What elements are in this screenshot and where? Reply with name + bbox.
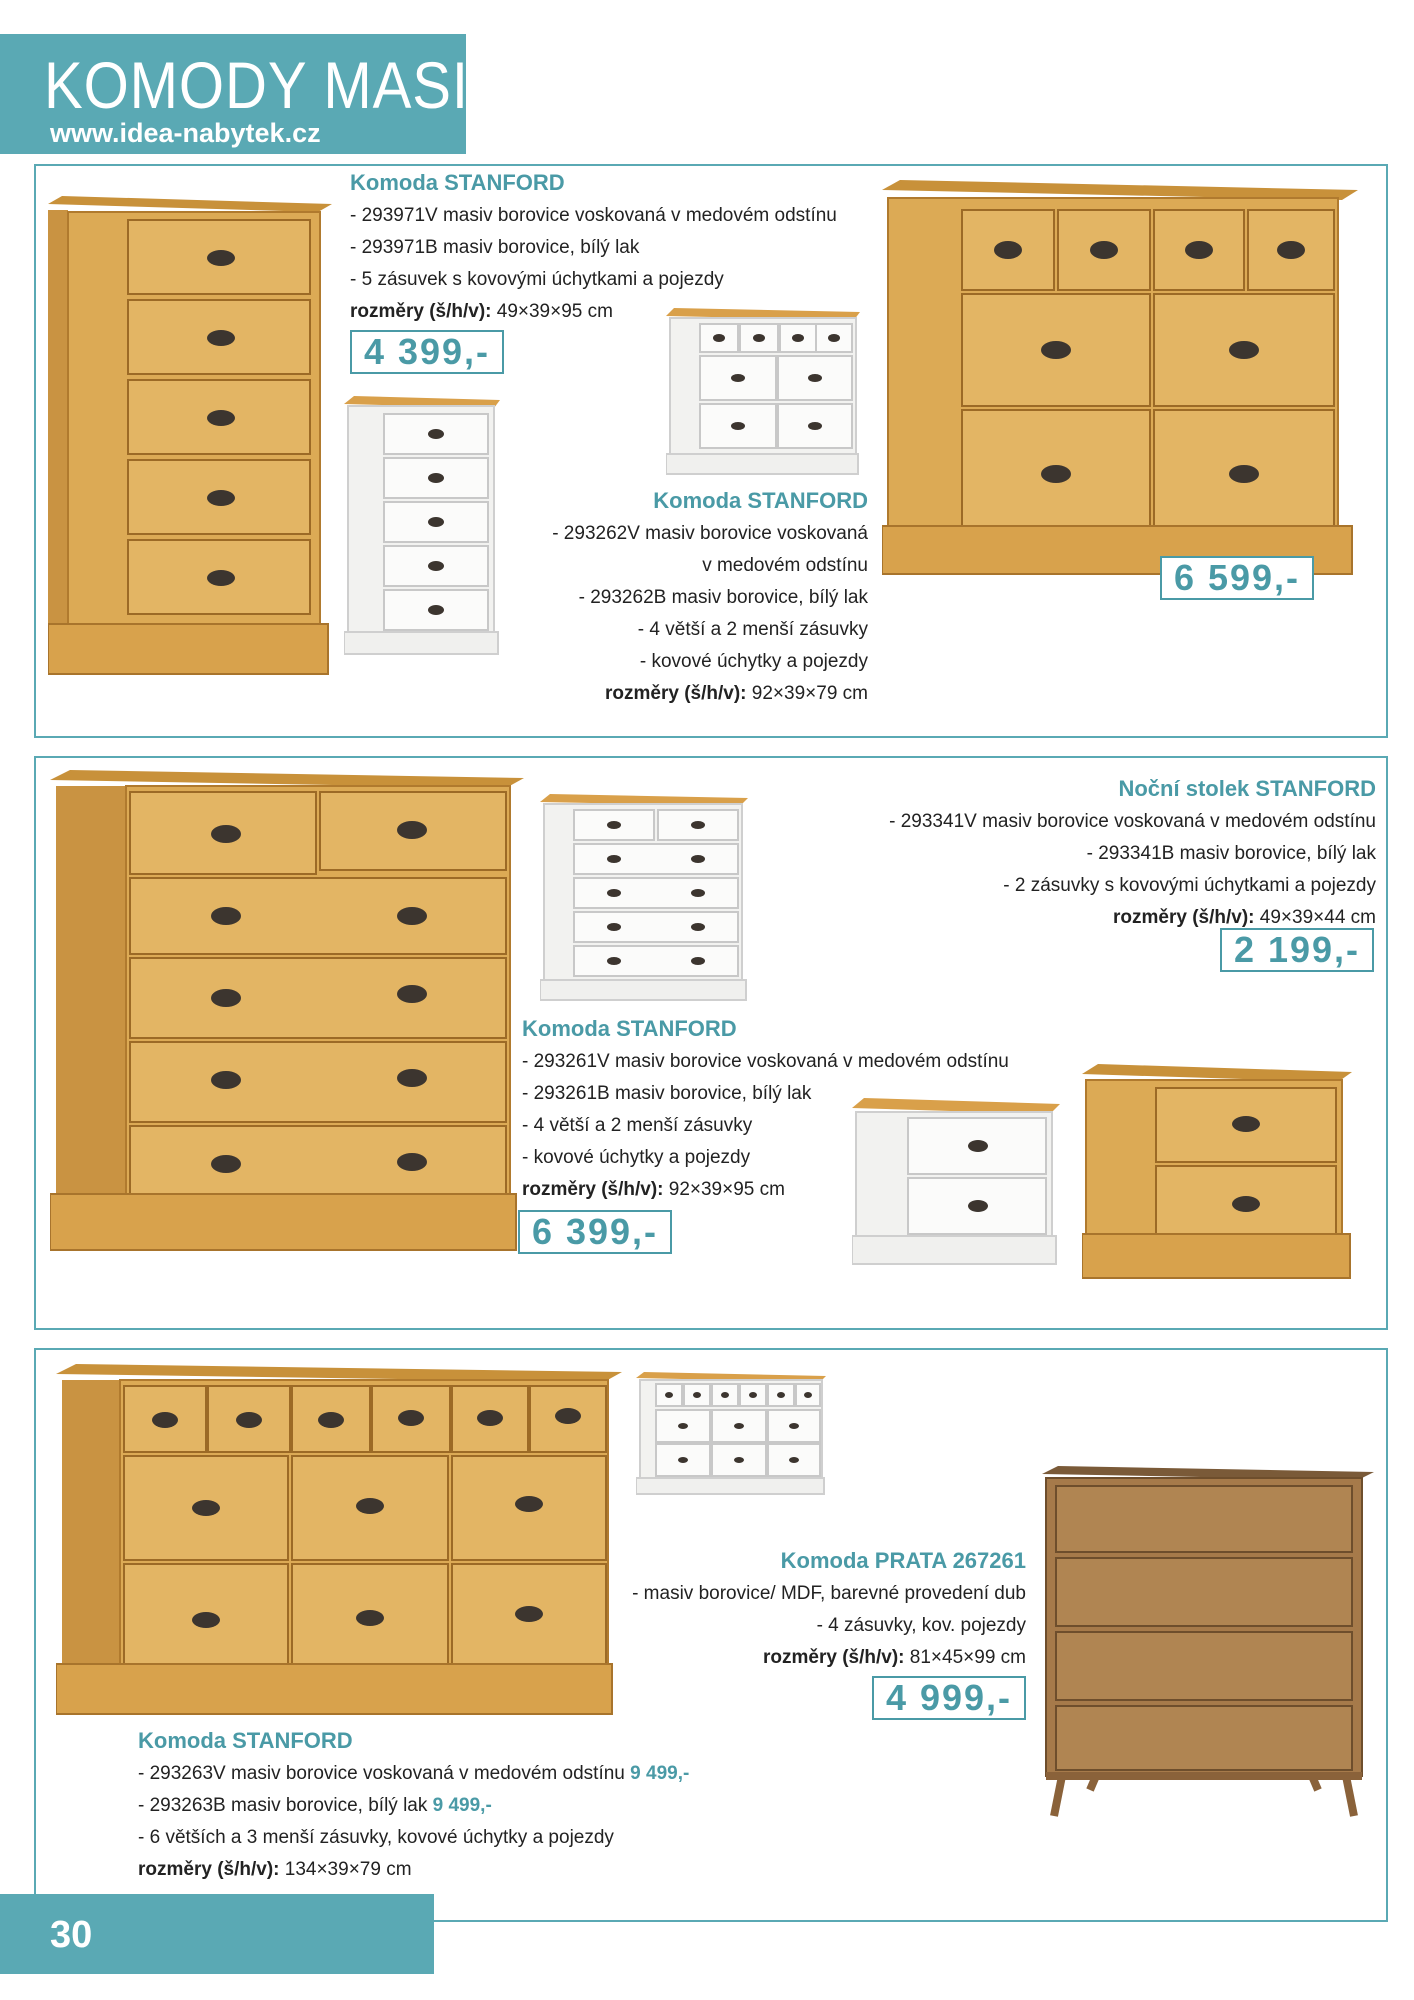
product-image-stanford-wide xyxy=(882,180,1358,592)
inline-price: 9 499,- xyxy=(630,1763,690,1784)
product-desc-p5 xyxy=(632,1578,1026,1674)
page-title: KOMODY MASIV xyxy=(44,48,509,122)
desc-line: - 4 větší a 2 menší zásuvky xyxy=(522,1115,753,1136)
product-image-stanford-9-drawer xyxy=(56,1364,622,1718)
price-badge-p4: 6 399,- xyxy=(518,1210,672,1254)
desc-line: - 293341B masiv borovice, bílý lak xyxy=(1086,843,1376,864)
product-image-stanford-9-drawer-white xyxy=(636,1372,826,1496)
product-desc-p1 xyxy=(350,200,837,328)
product-image-nightstand xyxy=(1082,1064,1352,1282)
desc-line: - 293971B masiv borovice, bílý lak xyxy=(350,237,640,258)
dimensions xyxy=(138,1854,689,1886)
desc-line: - 293261V masiv borovice voskovaná v medovém odstínu xyxy=(522,1051,1009,1072)
price-badge-p1: 4 399,- xyxy=(350,330,504,374)
product-image-stanford-5-drawer xyxy=(48,196,332,680)
dimensions xyxy=(552,678,868,710)
dimensions-label: rozměry (š/h/v): xyxy=(138,1859,280,1880)
desc-line: - 293262B masiv borovice, bílý lak xyxy=(578,587,868,608)
desc-line xyxy=(138,1758,689,1790)
product-image-stanford-wide-white xyxy=(666,308,860,476)
product-image-prata xyxy=(1040,1466,1374,1826)
desc-line: - 293971V masiv borovice voskovaná v medovém odstínu xyxy=(350,205,837,226)
product-title-p4: Komoda STANFORD xyxy=(522,1016,737,1041)
dimensions-value: 49×39×44 cm xyxy=(1254,907,1376,928)
dimensions-label: rozměry (š/h/v): xyxy=(522,1179,664,1200)
dimensions-value: 81×45×99 cm xyxy=(904,1647,1026,1668)
desc-line: - 4 větší a 2 menší zásuvky xyxy=(637,619,868,640)
desc-line: - kovové úchytky a pojezdy xyxy=(639,651,868,672)
dimensions-label: rozměry (š/h/v): xyxy=(605,683,747,704)
inline-price: 9 499,- xyxy=(432,1795,492,1816)
dimensions-label: rozměry (š/h/v): xyxy=(763,1647,905,1668)
desc-line: - 6 větších a 3 menší zásuvky, kovové úchytky a pojezdy xyxy=(138,1827,614,1848)
desc-line-text: - 293263V masiv borovice voskovaná v medovém odstínu xyxy=(138,1763,631,1784)
product-image-stanford-5-drawer-white xyxy=(344,396,500,656)
product-title-p5: Komoda PRATA 267261 xyxy=(780,1548,1026,1573)
product-title-p2: Komoda STANFORD xyxy=(653,488,868,513)
desc-line: - 5 zásuvek s kovovými úchytkami a pojezdy xyxy=(350,269,724,290)
page-number: 30 xyxy=(50,1914,93,1956)
desc-line: - 4 zásuvky, kov. pojezdy xyxy=(816,1615,1026,1636)
product-title-p6: Komoda STANFORD xyxy=(138,1728,353,1753)
product-desc-p2 xyxy=(552,518,868,710)
desc-line: - 293262V masiv borovice voskovaná xyxy=(552,523,868,544)
dimensions-label: rozměry (š/h/v): xyxy=(1113,907,1255,928)
product-title-p1: Komoda STANFORD xyxy=(350,170,565,195)
dimensions-value: 92×39×95 cm xyxy=(663,1179,785,1200)
product-title-p3: Noční stolek STANFORD xyxy=(1118,776,1376,801)
desc-line xyxy=(138,1790,689,1822)
dimensions xyxy=(350,296,837,328)
dimensions-value: 134×39×79 cm xyxy=(279,1859,412,1880)
desc-line-text: - 293263B masiv borovice, bílý lak xyxy=(138,1795,433,1816)
desc-line: - 293261B masiv borovice, bílý lak xyxy=(522,1083,812,1104)
price-badge-p5: 4 999,- xyxy=(872,1676,1026,1720)
desc-line: - 293341V masiv borovice voskovaná v medovém odstínu xyxy=(889,811,1376,832)
price-badge-p2: 6 599,- xyxy=(1160,556,1314,600)
desc-line: - 2 zásuvky s kovovými úchytkami a pojezdy xyxy=(1003,875,1376,896)
dimensions-value: 49×39×95 cm xyxy=(491,301,613,322)
product-image-stanford-6-drawer-white xyxy=(540,794,748,1002)
price-badge-p3: 2 199,- xyxy=(1220,928,1374,972)
product-image-stanford-6-drawer xyxy=(50,770,524,1256)
product-desc-p3 xyxy=(889,806,1376,934)
desc-line: - masiv borovice/ MDF, barevné provedení dub xyxy=(632,1583,1026,1604)
desc-line: v medovém odstínu xyxy=(702,555,868,576)
product-desc-p6 xyxy=(138,1758,689,1886)
desc-line: - kovové úchytky a pojezdy xyxy=(522,1147,751,1168)
dimensions xyxy=(522,1174,1009,1206)
product-desc-p4 xyxy=(522,1046,1009,1206)
dimensions-label: rozměry (š/h/v): xyxy=(350,301,492,322)
dimensions xyxy=(632,1642,1026,1674)
dimensions-value: 92×39×79 cm xyxy=(746,683,868,704)
website-url[interactable]: www.idea-nabytek.cz xyxy=(50,118,321,148)
